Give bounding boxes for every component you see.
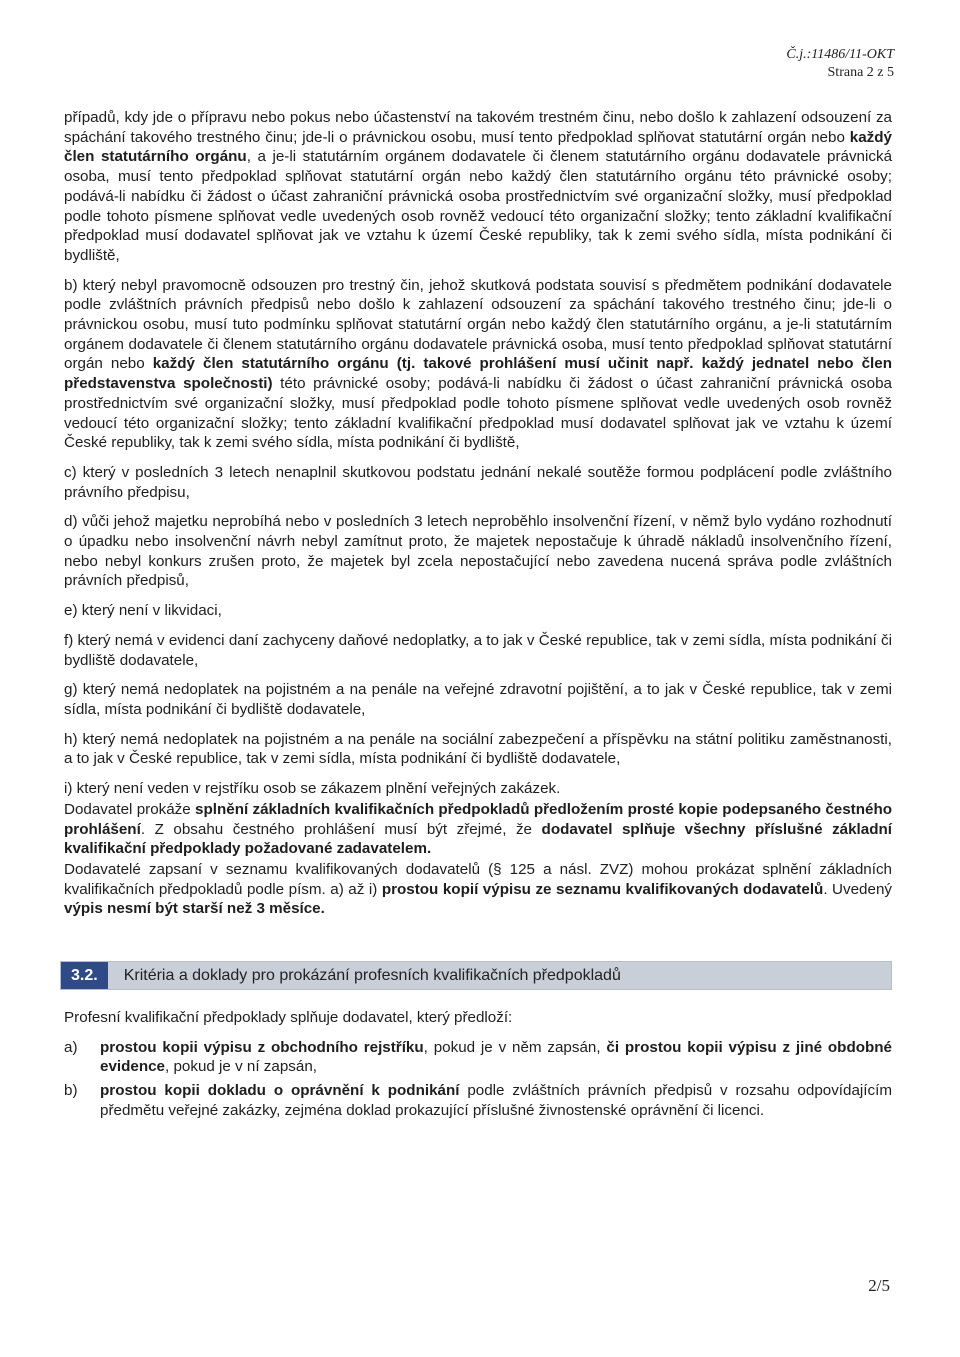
paragraph-p_f <box>64 631 892 670</box>
section-number: 3.2. <box>61 962 108 989</box>
paragraph-p1 <box>64 108 892 266</box>
list-item-text <box>100 1081 892 1120</box>
bold-text: každý člen statutárního orgánu (tj. takové prohlášení musí učinit např. každý jednatel nebo člen představenstva společnosti) <box>64 355 892 393</box>
text-run: této právnické osoby; podává-li nabídku či žádost o účast zahraniční právnická osoba prostřednictvím své organizační složky, musí předpoklad podle tohoto písmene splňovat vedle uvedených osob rovněž vedoucí této organizační složky; tento základní kvalifikační předpoklad musí dodavatel splňovat jak ve vztahu k území České republiky, tak k zemi svého sídla, místa podnikání či bydliště, <box>64 375 892 452</box>
paragraph-p_g <box>64 680 892 719</box>
bold-text: každý člen statutárního orgánu <box>64 128 892 166</box>
list-item-text <box>100 1038 892 1077</box>
paragraph-p_h <box>64 730 892 769</box>
list-marker: a) <box>64 1038 78 1056</box>
text-run: Dodavatel prokáže <box>64 800 196 818</box>
text-run: c) který v posledních 3 letech nenaplnil skutkovou podstatu jednání nekalé soutěže formou podplácení podle zvláštního právního předpisu, <box>64 463 892 501</box>
text-run: podle zvláštních právních předpisů v rozsahu odpovídajícím předmětu veřejné zakázky, zejména doklad prokazující příslušné živnostenské oprávnění či licenci. <box>100 1082 892 1119</box>
list-marker: b) <box>64 1082 78 1100</box>
text-run: , pokud je v ní zapsán, <box>165 1058 317 1076</box>
bold-text: splnění základních kvalifikačních předpokladů předložením prosté kopie podepsaného čestného prohlášení <box>64 800 892 838</box>
bold-text: dodavatel splňuje všechny příslušné základní kvalifikační předpoklady požadované zadavatelem. <box>64 820 892 858</box>
text-run: g) který nemá nedoplatek na pojistném a na penále na veřejné zdravotní pojištění, a to jak v České republice, tak v zemi sídla, místa podnikání či bydliště dodavatele, <box>64 681 892 718</box>
paragraph-p_i <box>64 779 892 799</box>
page-number: 2/5 <box>868 1276 890 1295</box>
paragraph-p_dod2 <box>64 860 892 919</box>
paragraph-p_dod1 <box>64 800 892 859</box>
paragraphs <box>64 108 892 919</box>
section-heading <box>60 961 892 990</box>
text-run: . Z obsahu čestného prohlášení musí být zřejmé, že <box>140 820 542 838</box>
section-title: Kritéria a doklady pro prokázání profesních kvalifikačních předpokladů <box>123 966 621 984</box>
text-run: f) který nemá v evidenci daní zachyceny daňové nedoplatky, a to jak v České republice, tak v zemi sídla, místa podnikání či bydliště dodavatele, <box>64 631 892 669</box>
requirements-list <box>64 1038 892 1121</box>
list-item <box>64 1081 892 1120</box>
paragraph-p_e <box>64 601 892 621</box>
text-run: b) který nebyl pravomocně odsouzen pro trestný čin, jehož skutková podstata souvisí s předmětem podnikání dodavatele podle zvláštních právních předpisů nebo došlo k zahlazení odsouzení za spáchání takového trestného činu; jde-li o právnickou osobu, musí tuto podmínku splňovat statutární orgán nebo každý člen statutárního orgánu, a je-li statutárním orgánem dodavatele či členem statutárního orgánu dodavatele právnická osoba, musí tento předpoklad splňovat statutární orgán nebo <box>64 276 892 373</box>
document-body <box>64 108 892 1125</box>
text-run: d) vůči jehož majetku neprobíhá nebo v posledních 3 letech neproběhlo insolvenční řízení, v němž bylo vydáno rozhodnutí o úpadku nebo insolvenční návrh nebyl zamítnut proto, že majetek nepostačuje k úhradě nákladů insolvenčního řízení, nebo nebyl konkurs zrušen proto, že majetek byl zcela nepostačující nebo zavedena nucená správa podle zvláštních právních předpisů, <box>64 513 892 590</box>
reference-number: Č.j.:11486/11-OKT <box>786 47 894 62</box>
list-item <box>64 1038 892 1077</box>
text-run: h) který nemá nedoplatek na pojistném a na penále na sociální zabezpečení a příspěvku na státní politiku zaměstnanosti, a to jak v České republice, tak v zemi sídla, místa podnikání či bydliště dodavatele, <box>64 730 892 768</box>
bold-text: prostou kopii výpisu z obchodního rejstříku <box>100 1038 424 1056</box>
text-run: e) který není v likvidaci, <box>64 602 222 620</box>
page-header <box>786 46 894 82</box>
list-intro: Profesní kvalifikační předpoklady splňuje dodavatel, který předloží: <box>64 1009 513 1027</box>
paragraph-p_b <box>64 276 892 453</box>
paragraph-p_c <box>64 463 892 502</box>
text-run: Dodavatelé zapsaní v seznamu kvalifikovaných dodavatelů (§ 125 a násl. ZVZ) mohou prokázat splnění základních kvalifikačních předpokladů podle písm. a) až i) <box>64 860 892 898</box>
bold-text: či prostou kopii výpisu z jiné obdobné evidence <box>100 1038 892 1076</box>
text-run: . Uvedený <box>823 880 892 898</box>
bold-text: prostou kopií výpisu ze seznamu kvalifikovaných dodavatelů <box>381 880 824 898</box>
text-run: případů, kdy jde o přípravu nebo pokus nebo účastenství na takovém trestném činu, nebo došlo k zahlazení odsouzení za spáchání takového trestného činu; jde-li o právnickou osobu, musí tento předpoklad splňovat statutární orgán nebo <box>64 109 892 146</box>
text-run: , a je-li statutárním orgánem dodavatele či členem statutárního orgánu dodavatele právnická osoba, musí tento předpoklad splňovat statutární orgán nebo každý člen statutárního orgánu této právnické osoby; podává-li nabídku či žádost o účast zahraniční právnická osoba prostřednictvím své organizační složky, musí předpoklad podle tohoto písmene splňovat vedle uvedených osob rovněž vedoucí této organizační složky; tento základní kvalifikační předpoklad musí dodavatel splňovat jak ve vztahu k území České republiky, tak k zemi svého sídla, místa podnikání či bydliště, <box>64 148 893 264</box>
bold-text: výpis nesmí být starší než 3 měsíce. <box>64 900 325 918</box>
paragraph-p_d <box>64 512 892 591</box>
bold-text: prostou kopii dokladu o oprávnění k podnikání <box>100 1082 460 1100</box>
page-counter: Strana 2 z 5 <box>827 65 894 80</box>
text-run: , pokud je v něm zapsán, <box>423 1038 607 1056</box>
text-run: i) který není veden v rejstříku osob se zákazem plnění veřejných zakázek. <box>64 780 561 798</box>
